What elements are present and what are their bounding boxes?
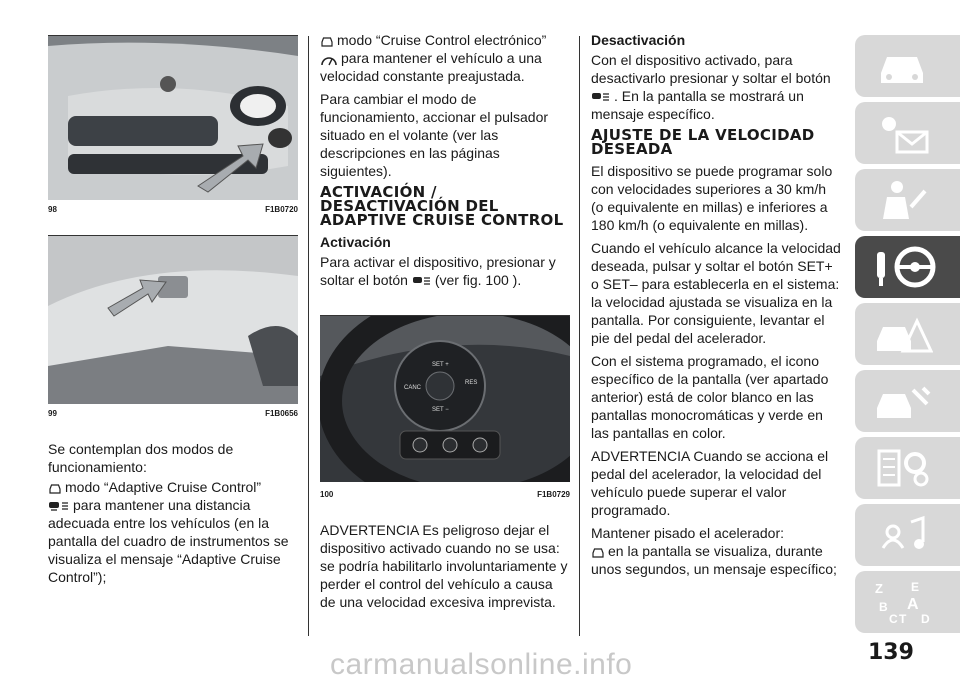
activation-text-b: (ver fig. 100 ).: [434, 272, 522, 288]
column-1-text: [48, 440, 300, 586]
side-tab-index[interactable]: [855, 571, 960, 633]
figure-number: 100: [320, 490, 334, 499]
figure-number: 98: [48, 205, 57, 214]
car-icon: [48, 483, 62, 494]
section-heading: ACTIVACIÓN / DESACTIVACIÓN DEL ADAPTIVE CRUISE CONTROL: [320, 183, 564, 229]
mode-cc-description: [320, 49, 570, 85]
multimedia-icon: [873, 512, 933, 558]
column-2-text: [320, 31, 570, 294]
mode-cc-line: [320, 31, 570, 49]
figure-100-steering-wheel-image: [320, 316, 570, 482]
car-dashboard-icon: [873, 43, 933, 89]
deactivation-paragraph: [591, 51, 841, 123]
acc-button-icon: [591, 92, 611, 103]
figure-99-windshield-image: [48, 236, 298, 404]
set-minus-label: SET −: [432, 407, 449, 413]
technical-data-icon: [873, 445, 933, 491]
figure-99-caption: [48, 409, 298, 419]
figure-98-caption: [48, 205, 298, 215]
car-icon: [320, 36, 334, 47]
side-tab-safety[interactable]: [855, 169, 960, 231]
side-tab-car-dashboard[interactable]: [855, 35, 960, 97]
speed-range-paragraph: El dispositivo se puede programar solo con velocidades superiores a 30 km/h (o equivalente en millas) e inferiores a 180 km/h (o equivalente en millas).: [591, 163, 833, 233]
column-2-warning: [320, 521, 570, 616]
set-plus-label: SET +: [432, 362, 449, 368]
car-icon: [591, 547, 605, 558]
intro-paragraph: Se contemplan dos modos de funcionamiento:: [48, 441, 234, 475]
accelerator-warning-paragraph: ADVERTENCIA Cuando se acciona el pedal del acelerador, la velocidad del vehículo puede superar el valor programado.: [591, 448, 829, 518]
side-tab-warning-lights[interactable]: [855, 102, 960, 164]
subheading-deactivation: Desactivación: [591, 32, 686, 48]
mode-acc-label: modo “Adaptive Cruise Control”: [65, 479, 262, 495]
emergency-icon: [873, 311, 933, 357]
index-letter: E: [911, 580, 920, 594]
side-tab-multimedia[interactable]: [855, 504, 960, 566]
figure-100-caption: [320, 490, 570, 500]
mode-acc-text: para mantener una distancia adecuada entre los vehículos (en la pantalla del cuadro de instrumentos se visualiza el mensaje “Adaptive Cruise Control”);: [48, 497, 289, 585]
canc-label: CANC: [404, 385, 422, 391]
acc-button-icon: [412, 276, 432, 287]
warning-paragraph: ADVERTENCIA Es peligroso dejar el dispositivo activado cuando no se usa: se podría habilitarlo involuntariamente y perder el control del vehículo a causa de una velocidad excesiva imprevista.: [320, 522, 568, 610]
figure-number: 99: [48, 409, 57, 418]
acc-distance-icon: [48, 501, 70, 512]
index-letter: B: [879, 600, 888, 614]
icon-color-paragraph: Con el sistema programado, el icono específico de la pantalla (ver apartado anterior) está de color blanco en las pantallas monocromáticas y verde en las pantallas en color.: [591, 353, 829, 441]
mode-cc-text: para mantener el vehículo a una velocidad constante preajustada.: [320, 50, 542, 84]
column-divider: [308, 36, 309, 636]
page-number: 139: [868, 640, 914, 665]
hold-accelerator-paragraph: Mantener pisado el acelerador:: [591, 525, 785, 541]
figure-code: F1B0720: [265, 205, 298, 214]
column-3-text: [591, 31, 841, 578]
mode-acc-line: [48, 478, 300, 496]
key-steering-wheel-icon: [873, 244, 943, 290]
deactivation-text-b: . En la pantalla se mostrará un mensaje específico.: [591, 88, 804, 122]
safety-icon: [873, 177, 933, 223]
figure-code: F1B0656: [265, 409, 298, 418]
mode-acc-description: [48, 496, 300, 586]
index-letter: C: [889, 612, 898, 625]
warning-lights-icon: [873, 110, 933, 156]
figure-98-car-front-image: [48, 36, 298, 200]
deactivation-text-a: Con el dispositivo activado, para desactivarlo presionar y soltar el botón: [591, 52, 831, 86]
index-letter: A: [907, 596, 919, 613]
cruise-speedometer-icon: [320, 54, 338, 65]
column-divider: [579, 36, 580, 636]
side-tab-technical-data[interactable]: [855, 437, 960, 499]
mode-cc-label: modo “Cruise Control electrónico”: [337, 32, 547, 48]
side-tab-emergency[interactable]: [855, 303, 960, 365]
section-heading: AJUSTE DE LA VELOCIDAD DESEADA: [591, 126, 815, 158]
side-tab-starting-driving[interactable]: [855, 236, 960, 298]
change-mode-paragraph: Para cambiar el modo de funcionamiento, accionar el pulsador situado en el volante (ver las descripciones en las páginas siguientes).: [320, 91, 549, 179]
index-icon: [873, 579, 933, 625]
bullet-item: [591, 542, 841, 578]
side-tab-maintenance[interactable]: [855, 370, 960, 432]
bullet-text: en la pantalla se visualiza, durante unos segundos, un mensaje específico;: [591, 543, 837, 577]
figure-code: F1B0729: [537, 490, 570, 499]
index-letter: D: [921, 612, 930, 625]
activation-text-a: Para activar el dispositivo, presionar y soltar el botón: [320, 254, 556, 288]
subheading-activation: Activación: [320, 234, 391, 250]
set-speed-paragraph: Cuando el vehículo alcance la velocidad deseada, pulsar y soltar el botón SET+ o SET– para establecerla en el sistema: la velocidad ajustada se visualiza en la pantalla. Por consiguiente, levantar el pie del pedal del acelerador.: [591, 240, 841, 346]
activation-paragraph: [320, 253, 570, 289]
maintenance-icon: [873, 378, 933, 424]
res-label: RES: [465, 380, 478, 386]
index-letter: Z: [875, 581, 883, 596]
watermark: carmanualsonline.info: [330, 648, 633, 681]
index-letter: T: [899, 612, 907, 625]
